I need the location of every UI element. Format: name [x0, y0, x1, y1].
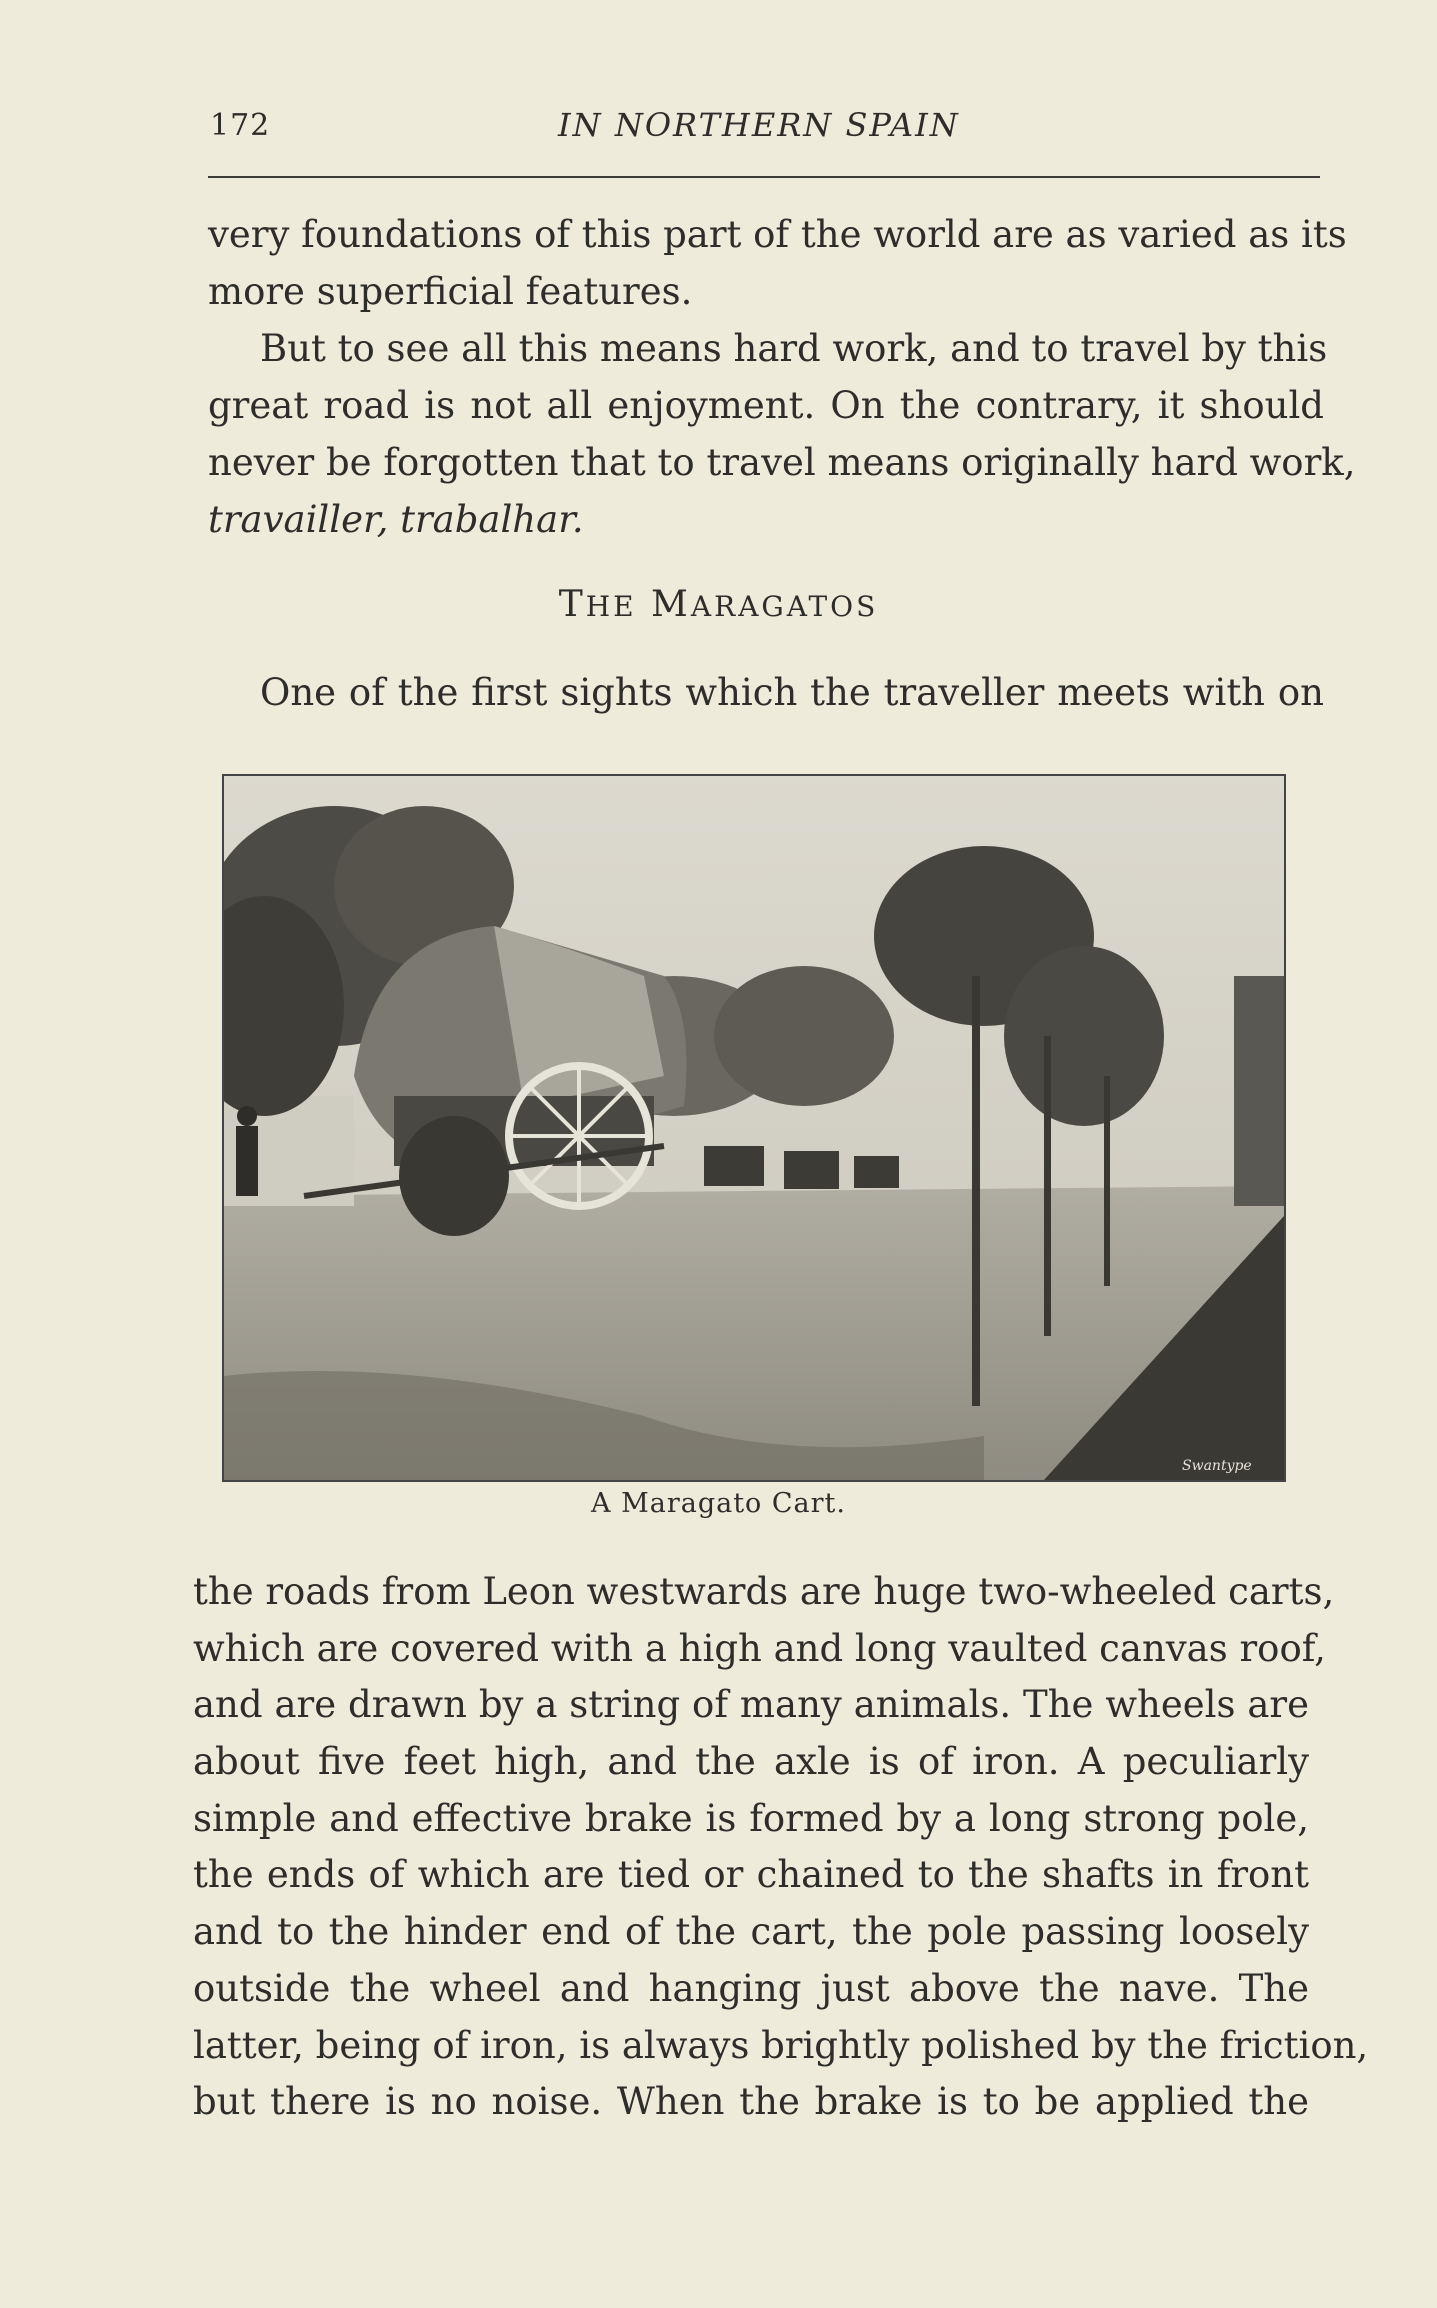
running-title: IN NORTHERN SPAIN	[558, 106, 960, 144]
paragraph-3-start	[208, 664, 1324, 721]
text-line: about five feet high, and the axle is of iron. A peculiarly	[193, 1740, 1309, 1784]
text-line: great road is not all enjoyment. On the contrary, it should	[208, 384, 1324, 427]
text-line: One of the first sights which the traveller meets with on	[260, 671, 1324, 714]
text-line: the roads from Leon westwards are huge two-wheeled carts,	[193, 1570, 1335, 1613]
text-line-italic: travailler, trabalhar.	[208, 498, 584, 541]
text-line: and to the hinder end of the cart, the pole passing loosely	[193, 1910, 1309, 1954]
maragato-cart-photo	[224, 776, 1284, 1480]
paragraph-2	[208, 320, 1356, 548]
page-number: 172	[210, 108, 271, 143]
text-line: more superficial features.	[208, 270, 693, 313]
figure-caption: A Maragato Cart.	[591, 1488, 846, 1519]
text-line: But to see all this means hard work, and to travel by this	[260, 327, 1328, 370]
text-line: and are drawn by a string of many animals. The wheels are	[193, 1683, 1309, 1727]
text-line: never be forgotten that to travel means originally hard work,	[208, 441, 1356, 484]
running-head	[208, 100, 1320, 146]
text-line: outside the wheel and hanging just above the nave. The	[193, 1966, 1309, 2010]
paragraph-3-continued	[193, 1563, 1369, 2130]
header-rule	[208, 176, 1320, 178]
figure-photograph	[222, 774, 1286, 1482]
engraver-signature: Swantype	[1182, 1458, 1252, 1474]
paragraph-1	[208, 206, 1347, 320]
text-line: which are covered with a high and long vaulted canvas roof,	[193, 1626, 1326, 1670]
text-line: the ends of which are tied or chained to the shafts in front	[193, 1853, 1309, 1897]
text-line: very foundations of this part of the world are as varied as its	[208, 213, 1347, 256]
text-line: simple and effective brake is formed by a long strong pole,	[193, 1796, 1309, 1840]
text-line: but there is no noise. When the brake is to be applied the	[193, 2080, 1309, 2124]
text-line: latter, being of iron, is always brightly polished by the friction,	[193, 2023, 1369, 2067]
section-heading: THE MARAGATOS	[558, 584, 879, 625]
